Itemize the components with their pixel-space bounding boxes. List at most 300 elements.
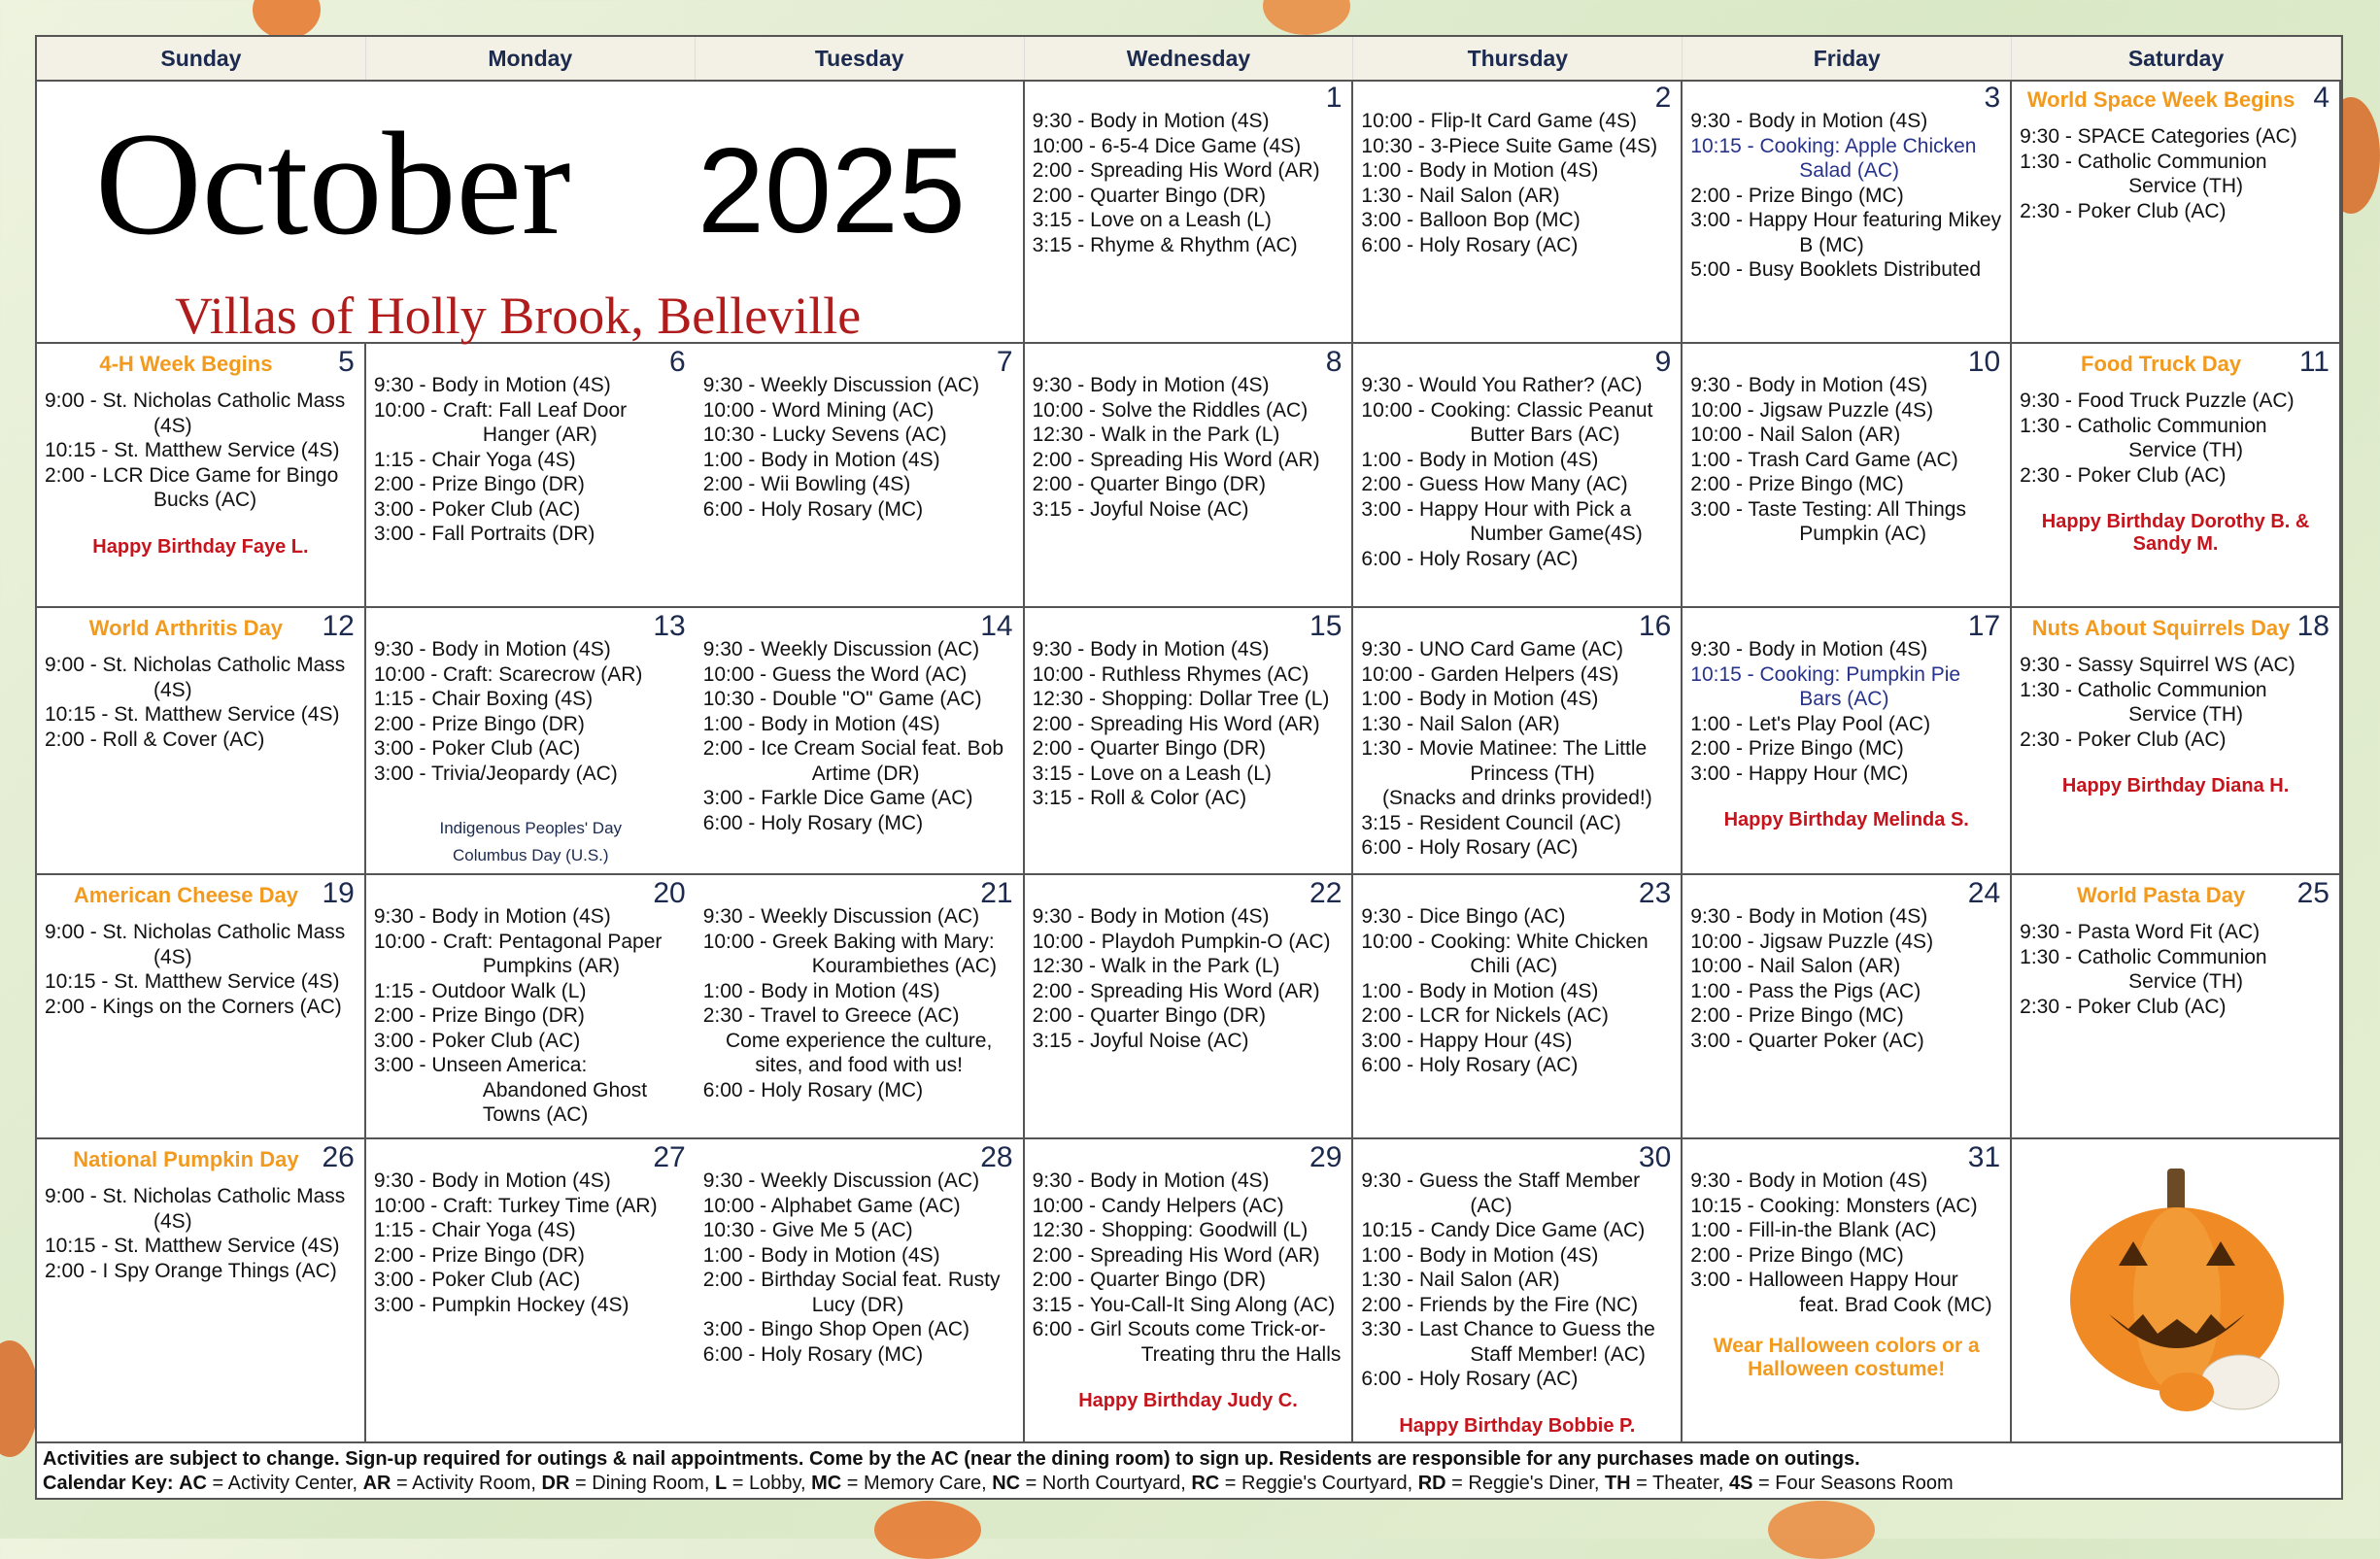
event-item: 9:30 - Body in Motion (4S) bbox=[1032, 1169, 1270, 1193]
event-item: 6:00 - Holy Rosary (AC) bbox=[1361, 836, 1579, 860]
day-cell bbox=[366, 1139, 696, 1443]
event-item: 2:00 - I Spy Orange Things (AC) bbox=[45, 1259, 337, 1282]
event-item: 9:30 - Body in Motion (4S) bbox=[373, 1169, 611, 1193]
event-item: 6:00 - Holy Rosary (MC) bbox=[702, 811, 924, 834]
event-item: 10:00 - Cooking: White Chicken Chili (AC) bbox=[1361, 930, 1654, 978]
event-item: 1:30 - Catholic Communion Service (TH) bbox=[2020, 150, 2273, 197]
jack-o-lantern-icon bbox=[2051, 1159, 2303, 1411]
event-list bbox=[1033, 637, 1344, 811]
costume-note: Wear Halloween colors or a Halloween costume! bbox=[1713, 1335, 1980, 1381]
event-item: 2:00 - Prize Bingo (MC) bbox=[1690, 737, 1904, 761]
event-item: 6:00 - Holy Rosary (MC) bbox=[702, 1078, 924, 1101]
event-item: 2:30 - Poker Club (AC) bbox=[2020, 995, 2227, 1018]
weekday-label: Saturday bbox=[2012, 37, 2341, 80]
pumpkin-decoration bbox=[1263, 0, 1350, 35]
key-meaning: = Four Seasons Room bbox=[1752, 1473, 1954, 1494]
day-cell bbox=[1025, 344, 1354, 608]
event-item: 2:00 - Prize Bingo (MC) bbox=[1690, 1004, 1904, 1028]
event-item: 2:00 - Ice Cream Social feat. Bob Artime (DR) bbox=[702, 737, 1008, 785]
day-number: 22 bbox=[1309, 877, 1343, 910]
birthday-note: Happy Birthday Bobbie P. bbox=[1399, 1414, 1636, 1437]
event-item: 9:30 - SPACE Categories (AC) bbox=[2020, 125, 2297, 148]
day-cell bbox=[1025, 875, 1354, 1139]
day-cell bbox=[1353, 80, 1683, 344]
event-item: 3:15 - Love on a Leash (L) bbox=[1032, 209, 1272, 231]
event-list bbox=[1361, 109, 1673, 257]
event-list bbox=[2020, 124, 2331, 223]
weekday-label: Thursday bbox=[1353, 37, 1683, 80]
event-item: 3:15 - Love on a Leash (L) bbox=[1032, 762, 1272, 785]
event-item: 10:00 - Jigsaw Puzzle (4S) bbox=[1690, 398, 1934, 422]
event-item: 2:00 - Prize Bingo (DR) bbox=[373, 1243, 585, 1267]
event-item: 6:00 - Holy Rosary (AC) bbox=[1361, 1368, 1579, 1391]
event-item: 9:30 - Weekly Discussion (AC) bbox=[702, 1169, 980, 1193]
key-label: Calendar Key: bbox=[43, 1473, 174, 1494]
event-item: 9:30 - Guess the Staff Member (AC) bbox=[1361, 1169, 1647, 1217]
birthday-note: Happy Birthday Judy C. bbox=[1078, 1390, 1298, 1412]
event-item: 10:00 - Solve the Riddles (AC) bbox=[1032, 398, 1309, 422]
event-item: 9:30 - Body in Motion (4S) bbox=[373, 638, 611, 661]
event-list bbox=[703, 1169, 1015, 1367]
day-cell bbox=[696, 1139, 1025, 1443]
event-item: 3:00 - Poker Club (AC) bbox=[373, 1269, 581, 1292]
holiday-note bbox=[374, 815, 688, 869]
event-item: 6:00 - Holy Rosary (MC) bbox=[702, 1342, 924, 1366]
event-list bbox=[1690, 637, 2002, 786]
event-item: 3:00 - Happy Hour (MC) bbox=[1690, 762, 1909, 785]
event-item: 10:00 - Nail Salon (AR) bbox=[1690, 955, 1901, 978]
event-item: 1:30 - Nail Salon (AR) bbox=[1361, 1269, 1560, 1292]
key-meaning: = Activity Room, bbox=[391, 1473, 542, 1494]
day-number: 24 bbox=[1967, 877, 2001, 910]
event-item: 2:00 - Prize Bingo (MC) bbox=[1690, 473, 1904, 496]
day-cell bbox=[2012, 1139, 2341, 1443]
key-code: DR bbox=[541, 1473, 570, 1494]
event-list bbox=[2020, 653, 2331, 752]
event-item: 3:15 - Rhyme & Rhythm (AC) bbox=[1032, 233, 1298, 256]
day-cell bbox=[1353, 1139, 1683, 1443]
event-item: 9:00 - St. Nicholas Catholic Mass (4S) bbox=[45, 390, 352, 437]
day-cell bbox=[2012, 80, 2341, 344]
footer-notes bbox=[37, 1443, 2341, 1500]
day-number: 11 bbox=[2298, 346, 2329, 379]
event-list bbox=[1033, 1169, 1344, 1367]
event-item: 1:00 - Body in Motion (4S) bbox=[702, 448, 940, 471]
calendar bbox=[35, 35, 2343, 1500]
event-item: 10:15 - St. Matthew Service (4S) bbox=[45, 1235, 340, 1258]
day-number: 19 bbox=[322, 877, 355, 910]
event-item: 3:15 - Roll & Color (AC) bbox=[1032, 787, 1247, 810]
event-item: 3:00 - Farkle Dice Game (AC) bbox=[702, 787, 973, 810]
event-item: 1:30 - Nail Salon (AR) bbox=[1361, 184, 1560, 207]
birthday-note: Happy Birthday Melinda S. bbox=[1723, 809, 1969, 831]
holiday-note-line: Columbus Day (U.S.) bbox=[452, 846, 609, 865]
event-list bbox=[1361, 1169, 1673, 1392]
day-cell bbox=[1353, 344, 1683, 608]
event-item: 9:00 - St. Nicholas Catholic Mass (4S) bbox=[45, 921, 352, 968]
event-item: 2:00 - Guess How Many (AC) bbox=[1361, 473, 1628, 496]
event-item: 10:00 - Guess the Word (AC) bbox=[702, 662, 968, 686]
holiday-title: World Arthritis Day bbox=[88, 616, 284, 641]
day-number: 23 bbox=[1638, 877, 1672, 910]
day-number: 21 bbox=[980, 877, 1013, 910]
event-item: 2:00 - Wii Bowling (4S) bbox=[702, 473, 911, 496]
day-cell bbox=[1683, 1139, 2012, 1443]
event-item: 10:15 - St. Matthew Service (4S) bbox=[45, 439, 340, 462]
event-item: 1:15 - Chair Boxing (4S) bbox=[373, 688, 594, 711]
event-item: 1:00 - Body in Motion (4S) bbox=[702, 1243, 940, 1267]
event-item: 1:15 - Outdoor Walk (L) bbox=[373, 979, 587, 1002]
day-number: 5 bbox=[338, 346, 355, 379]
key-meaning: = Activity Center, bbox=[206, 1473, 363, 1494]
day-cell bbox=[1353, 608, 1683, 875]
event-item: 10:00 - Alphabet Game (AC) bbox=[702, 1194, 961, 1217]
event-list bbox=[1690, 904, 2002, 1053]
community-name: Villas of Holly Brook, Belleville bbox=[175, 287, 862, 345]
event-item: 2:30 - Poker Club (AC) bbox=[2020, 199, 2227, 222]
event-item: 9:00 - St. Nicholas Catholic Mass (4S) bbox=[45, 1185, 352, 1233]
event-list bbox=[45, 1184, 357, 1283]
event-item: 10:00 - Craft: Turkey Time (AR) bbox=[373, 1194, 658, 1217]
event-item: 10:00 - Ruthless Rhymes (AC) bbox=[1032, 662, 1309, 686]
event-item: 2:00 - Prize Bingo (MC) bbox=[1690, 1243, 1904, 1267]
day-number: 27 bbox=[653, 1141, 686, 1174]
event-item: 10:15 - St. Matthew Service (4S) bbox=[45, 703, 340, 727]
event-item: 9:30 - Weekly Discussion (AC) bbox=[702, 905, 980, 929]
event-item: 2:30 - Travel to Greece (AC) bbox=[702, 1004, 960, 1028]
event-item: 3:15 - Joyful Noise (AC) bbox=[1032, 497, 1249, 521]
event-item: 9:30 - Body in Motion (4S) bbox=[1690, 905, 1928, 929]
event-item: 1:30 - Catholic Communion Service (TH) bbox=[2020, 414, 2273, 462]
event-item: 1:00 - Body in Motion (4S) bbox=[702, 979, 940, 1002]
event-item: Come experience the culture, sites, and food with us! bbox=[725, 1029, 999, 1077]
event-item: 10:15 - Candy Dice Game (AC) bbox=[1361, 1219, 1646, 1242]
event-item: 10:15 - Cooking: Monsters (AC) bbox=[1690, 1194, 1978, 1217]
pumpkin-decoration bbox=[874, 1501, 981, 1559]
event-item: 1:30 - Catholic Communion Service (TH) bbox=[2020, 678, 2273, 727]
pumpkin-decoration bbox=[253, 0, 321, 39]
day-number: 9 bbox=[1654, 346, 1672, 379]
event-item: 10:00 - Craft: Scarecrow (AR) bbox=[373, 662, 643, 686]
event-item: 1:00 - Body in Motion (4S) bbox=[1361, 1243, 1599, 1267]
event-item: 3:00 - Fall Portraits (DR) bbox=[373, 523, 595, 546]
event-item: 9:30 - Weekly Discussion (AC) bbox=[702, 374, 980, 397]
event-item: 10:00 - Jigsaw Puzzle (4S) bbox=[1690, 930, 1934, 953]
event-item: 12:30 - Shopping: Dollar Tree (L) bbox=[1032, 688, 1330, 711]
event-item: 10:00 - 6-5-4 Dice Game (4S) bbox=[1032, 134, 1302, 157]
day-cell bbox=[366, 608, 696, 875]
event-item: 3:00 - Trivia/Jeopardy (AC) bbox=[373, 762, 618, 785]
event-list bbox=[1690, 373, 2002, 547]
calendar-key bbox=[43, 1472, 2335, 1496]
event-item: 12:30 - Walk in the Park (L) bbox=[1032, 955, 1280, 978]
event-item: 12:30 - Shopping: Goodwill (L) bbox=[1032, 1219, 1309, 1242]
day-cell bbox=[366, 344, 696, 608]
event-list bbox=[703, 637, 1015, 835]
event-item: 3:00 - Bingo Shop Open (AC) bbox=[702, 1318, 970, 1341]
day-cell bbox=[696, 608, 1025, 875]
event-item: 2:30 - Poker Club (AC) bbox=[2020, 728, 2227, 751]
event-item: 1:30 - Nail Salon (AR) bbox=[1361, 712, 1560, 735]
event-item: 9:30 - Body in Motion (4S) bbox=[373, 905, 611, 929]
event-item: 3:00 - Taste Testing: All Things Pumpkin (AC) bbox=[1690, 497, 1972, 546]
event-item: 10:00 - Craft: Pentagonal Paper Pumpkins (AR) bbox=[373, 930, 668, 978]
weekday-header bbox=[37, 37, 2341, 82]
birthday-note: Happy Birthday Faye L. bbox=[92, 535, 309, 558]
day-number: 10 bbox=[1967, 346, 2001, 379]
event-list bbox=[1361, 373, 1673, 571]
event-item: 9:30 - Body in Motion (4S) bbox=[373, 374, 611, 397]
key-code: RC bbox=[1191, 1473, 1220, 1494]
pumpkin-decoration bbox=[1768, 1501, 1875, 1559]
event-item: 2:00 - Spreading His Word (AR) bbox=[1032, 712, 1320, 735]
event-item: 1:00 - Fill-in-the Blank (AC) bbox=[1690, 1219, 1937, 1242]
birthday-note: Happy Birthday Diana H. bbox=[2061, 775, 2290, 797]
event-item: 9:30 - Body in Motion (4S) bbox=[1032, 638, 1270, 661]
event-item: 3:00 - Poker Club (AC) bbox=[373, 737, 581, 761]
event-item: 2:00 - Quarter Bingo (DR) bbox=[1032, 184, 1266, 207]
event-list bbox=[1690, 109, 2007, 283]
event-item: 1:30 - Catholic Communion Service (TH) bbox=[2020, 945, 2273, 994]
event-item: 2:00 - Prize Bingo (DR) bbox=[373, 712, 585, 735]
day-number: 15 bbox=[1309, 610, 1343, 643]
key-code: L bbox=[714, 1473, 728, 1494]
event-item: 1:00 - Body in Motion (4S) bbox=[1361, 159, 1599, 182]
weekday-label: Friday bbox=[1683, 37, 2012, 80]
day-cell bbox=[1683, 344, 2012, 608]
event-item: 3:00 - Quarter Poker (AC) bbox=[1690, 1029, 1924, 1052]
event-item: 1:00 - Body in Motion (4S) bbox=[1361, 688, 1599, 711]
day-cell bbox=[1025, 1139, 1354, 1443]
event-item: 9:30 - Body in Motion (4S) bbox=[1032, 374, 1270, 397]
month-title: October bbox=[95, 102, 571, 265]
event-item: 10:00 - Playdoh Pumpkin-O (AC) bbox=[1032, 930, 1331, 953]
event-item: 2:00 - Friends by the Fire (NC) bbox=[1361, 1293, 1639, 1316]
event-item: 3:00 - Poker Club (AC) bbox=[373, 497, 581, 521]
event-item: 10:30 - Give Me 5 (AC) bbox=[702, 1219, 913, 1242]
day-number: 13 bbox=[653, 610, 686, 643]
holiday-title: Food Truck Day bbox=[2081, 352, 2242, 377]
event-list bbox=[2020, 920, 2331, 1019]
day-cell bbox=[1025, 608, 1354, 875]
event-item: 3:00 - Halloween Happy Hour feat. Brad Cook (MC) bbox=[1690, 1269, 1992, 1316]
day-number: 14 bbox=[980, 610, 1013, 643]
event-item: 2:00 - Kings on the Corners (AC) bbox=[45, 995, 342, 1018]
event-item: 3:00 - Pumpkin Hockey (4S) bbox=[373, 1293, 629, 1316]
event-item: 2:00 - Prize Bingo (DR) bbox=[373, 473, 585, 496]
key-code: MC bbox=[811, 1473, 842, 1494]
day-number: 1 bbox=[1325, 82, 1343, 114]
event-item: 9:30 - Body in Motion (4S) bbox=[1690, 638, 1928, 661]
holiday-title: 4-H Week Begins bbox=[99, 352, 273, 377]
day-cell bbox=[2012, 344, 2341, 608]
event-list bbox=[1033, 109, 1344, 257]
event-list bbox=[1033, 904, 1344, 1053]
event-item: 9:00 - St. Nicholas Catholic Mass (4S) bbox=[45, 654, 352, 701]
day-cell bbox=[2012, 875, 2341, 1139]
event-item: 2:00 - Roll & Cover (AC) bbox=[45, 728, 265, 751]
event-item: 2:00 - Prize Bingo (MC) bbox=[1690, 184, 1904, 207]
event-list bbox=[374, 637, 688, 786]
event-item: 3:15 - Resident Council (AC) bbox=[1361, 811, 1621, 834]
event-list bbox=[374, 373, 688, 547]
day-cell bbox=[37, 608, 366, 875]
event-item: 2:00 - Spreading His Word (AR) bbox=[1032, 448, 1320, 471]
event-list bbox=[703, 904, 1015, 1102]
event-list bbox=[374, 1169, 688, 1317]
event-item: 1:00 - Body in Motion (4S) bbox=[1361, 979, 1599, 1002]
event-item: (Snacks and drinks provided!) bbox=[1381, 787, 1652, 810]
event-item: 9:30 - Body in Motion (4S) bbox=[1032, 110, 1270, 132]
day-cell bbox=[1025, 80, 1354, 344]
holiday-note-line: Indigenous Peoples' Day bbox=[439, 819, 623, 838]
key-meaning: = Reggie's Diner, bbox=[1445, 1473, 1605, 1494]
event-item: 1:00 - Trash Card Game (AC) bbox=[1690, 448, 1958, 471]
event-item: 9:30 - Would You Rather? (AC) bbox=[1361, 374, 1643, 397]
event-list bbox=[45, 653, 357, 752]
event-item: 6:00 - Girl Scouts come Trick-or-Treating thru the Halls bbox=[1032, 1318, 1342, 1366]
event-item: 2:00 - Quarter Bingo (DR) bbox=[1032, 1269, 1266, 1292]
calendar-grid bbox=[37, 80, 2341, 1443]
event-item: 2:00 - Spreading His Word (AR) bbox=[1032, 159, 1320, 182]
key-meaning: = Dining Room, bbox=[569, 1473, 715, 1494]
event-item: 10:00 - Craft: Fall Leaf Door Hanger (AR) bbox=[373, 398, 632, 447]
event-item: 9:30 - Sassy Squirrel WS (AC) bbox=[2020, 654, 2295, 677]
day-number: 17 bbox=[1967, 610, 2001, 643]
pumpkin-decoration bbox=[0, 1340, 39, 1457]
event-item: 10:00 - Word Mining (AC) bbox=[702, 398, 935, 422]
event-item: 3:00 - Unseen America: Abandoned Ghost Towns (AC) bbox=[373, 1054, 653, 1127]
day-number: 4 bbox=[2313, 82, 2329, 114]
event-item: 10:00 - Garden Helpers (4S) bbox=[1361, 662, 1619, 686]
event-item: 9:30 - Weekly Discussion (AC) bbox=[702, 638, 980, 661]
event-item: 10:00 - Candy Helpers (AC) bbox=[1032, 1194, 1284, 1217]
event-item: 2:00 - Spreading His Word (AR) bbox=[1032, 979, 1320, 1002]
day-number: 28 bbox=[980, 1141, 1013, 1174]
event-item: 2:00 - Quarter Bingo (DR) bbox=[1032, 473, 1266, 496]
footer-disclaimer: Activities are subject to change. Sign-up required for outings & nail appointments. Come by the AC (near the dining room) to sign up. Residents are responsible for any purchases made on outings. bbox=[43, 1448, 1860, 1470]
key-meaning: = Memory Care, bbox=[841, 1473, 993, 1494]
key-code: 4S bbox=[1728, 1473, 1753, 1494]
day-number: 26 bbox=[322, 1141, 355, 1174]
key-meaning: = Lobby, bbox=[727, 1473, 812, 1494]
day-cell bbox=[2012, 608, 2341, 875]
event-list bbox=[1690, 1169, 2002, 1317]
event-item: 10:00 - Cooking: Classic Peanut Butter Bars (AC) bbox=[1361, 398, 1659, 447]
event-item: 2:00 - Quarter Bingo (DR) bbox=[1032, 1004, 1266, 1028]
birthday-note: Happy Birthday Dorothy B. & Sandy M. bbox=[2041, 511, 2310, 556]
event-item: 2:00 - Prize Bingo (DR) bbox=[373, 1004, 585, 1028]
event-item: 9:30 - Body in Motion (4S) bbox=[1690, 374, 1928, 397]
event-item: 5:00 - Busy Booklets Distributed bbox=[1690, 258, 1982, 281]
event-item: 2:00 - LCR Dice Game for Bingo Bucks (AC) bbox=[45, 463, 345, 512]
day-cell bbox=[37, 875, 366, 1139]
event-item: 2:30 - Poker Club (AC) bbox=[2020, 463, 2227, 487]
day-number: 2 bbox=[1654, 82, 1672, 114]
event-item: 9:30 - Body in Motion (4S) bbox=[1032, 905, 1270, 929]
event-list bbox=[1361, 637, 1673, 861]
day-cell bbox=[1683, 875, 2012, 1139]
event-item: 1:00 - Body in Motion (4S) bbox=[1361, 448, 1599, 471]
event-item: 10:30 - Double "O" Game (AC) bbox=[702, 688, 982, 711]
event-item: 10:15 - Cooking: Pumpkin Pie Bars (AC) bbox=[1690, 662, 1966, 711]
event-item: 1:30 - Movie Matinee: The Little Princess (TH) bbox=[1361, 737, 1653, 785]
weekday-label: Wednesday bbox=[1025, 37, 1354, 80]
day-cell bbox=[37, 344, 366, 608]
event-list bbox=[45, 920, 357, 1019]
day-cell bbox=[1353, 875, 1683, 1139]
event-list bbox=[1361, 904, 1673, 1078]
key-meaning: = Reggie's Courtyard, bbox=[1219, 1473, 1418, 1494]
event-item: 1:00 - Let's Play Pool (AC) bbox=[1690, 712, 1931, 735]
event-item: 3:00 - Balloon Bop (MC) bbox=[1361, 209, 1581, 231]
key-code: TH bbox=[1604, 1473, 1631, 1494]
event-item: 10:00 - Flip-It Card Game (4S) bbox=[1361, 110, 1638, 132]
event-item: 3:30 - Last Chance to Guess the Staff Member! (AC) bbox=[1361, 1318, 1661, 1366]
event-item: 6:00 - Holy Rosary (AC) bbox=[1361, 547, 1579, 570]
key-meaning: = Theater, bbox=[1630, 1473, 1729, 1494]
event-item: 9:30 - Food Truck Puzzle (AC) bbox=[2020, 390, 2295, 413]
day-number: 8 bbox=[1325, 346, 1343, 379]
event-item: 3:00 - Happy Hour featuring Mikey B (MC) bbox=[1690, 209, 2007, 256]
day-number: 30 bbox=[1638, 1141, 1672, 1174]
event-item: 3:00 - Happy Hour (4S) bbox=[1361, 1029, 1573, 1052]
day-number: 7 bbox=[996, 346, 1013, 379]
day-cell bbox=[37, 1139, 366, 1443]
event-item: 9:30 - Body in Motion (4S) bbox=[1690, 1169, 1928, 1193]
event-item: 3:15 - Joyful Noise (AC) bbox=[1032, 1029, 1249, 1052]
event-item: 2:00 - LCR for Nickels (AC) bbox=[1361, 1004, 1609, 1028]
key-code: RD bbox=[1417, 1473, 1446, 1494]
event-item: 9:30 - Pasta Word Fit (AC) bbox=[2020, 921, 2261, 944]
key-code: NC bbox=[992, 1473, 1021, 1494]
event-item: 10:30 - 3-Piece Suite Game (4S) bbox=[1361, 134, 1658, 157]
event-list bbox=[45, 389, 357, 513]
holiday-title: World Pasta Day bbox=[2076, 883, 2246, 908]
event-item: 1:00 - Pass the Pigs (AC) bbox=[1690, 979, 1921, 1002]
event-item: 10:15 - St. Matthew Service (4S) bbox=[45, 970, 340, 994]
event-item: 10:30 - Lucky Sevens (AC) bbox=[702, 424, 947, 447]
key-meaning: = North Courtyard, bbox=[1020, 1473, 1192, 1494]
day-number: 20 bbox=[653, 877, 686, 910]
event-item: 10:00 - Greek Baking with Mary: Kourambiethes (AC) bbox=[702, 930, 1001, 978]
year-title: 2025 bbox=[697, 124, 966, 258]
key-code: AR bbox=[362, 1473, 391, 1494]
day-number: 25 bbox=[2296, 877, 2329, 910]
event-list bbox=[703, 373, 1015, 522]
event-item: 1:15 - Chair Yoga (4S) bbox=[373, 448, 576, 471]
day-number: 29 bbox=[1309, 1141, 1343, 1174]
event-item: 3:00 - Poker Club (AC) bbox=[373, 1029, 581, 1052]
holiday-title: National Pumpkin Day bbox=[73, 1147, 299, 1172]
event-item: 2:00 - Birthday Social feat. Rusty Lucy (DR) bbox=[702, 1269, 1006, 1316]
event-item: 10:15 - Cooking: Apple Chicken Salad (AC) bbox=[1690, 134, 1983, 182]
event-item: 12:30 - Walk in the Park (L) bbox=[1032, 424, 1280, 447]
day-cell bbox=[696, 875, 1025, 1139]
calendar-title bbox=[37, 80, 1025, 344]
event-list bbox=[2020, 389, 2331, 488]
event-item: 6:00 - Holy Rosary (AC) bbox=[1361, 1054, 1579, 1077]
day-number: 12 bbox=[322, 610, 355, 643]
weekday-label: Tuesday bbox=[696, 37, 1025, 80]
day-number: 6 bbox=[669, 346, 686, 379]
event-item: 9:30 - UNO Card Game (AC) bbox=[1361, 638, 1623, 661]
event-item: 9:30 - Dice Bingo (AC) bbox=[1361, 905, 1566, 929]
day-number: 3 bbox=[1984, 82, 2001, 114]
weekday-label: Monday bbox=[366, 37, 696, 80]
event-list bbox=[1033, 373, 1344, 522]
day-cell bbox=[1683, 80, 2012, 344]
